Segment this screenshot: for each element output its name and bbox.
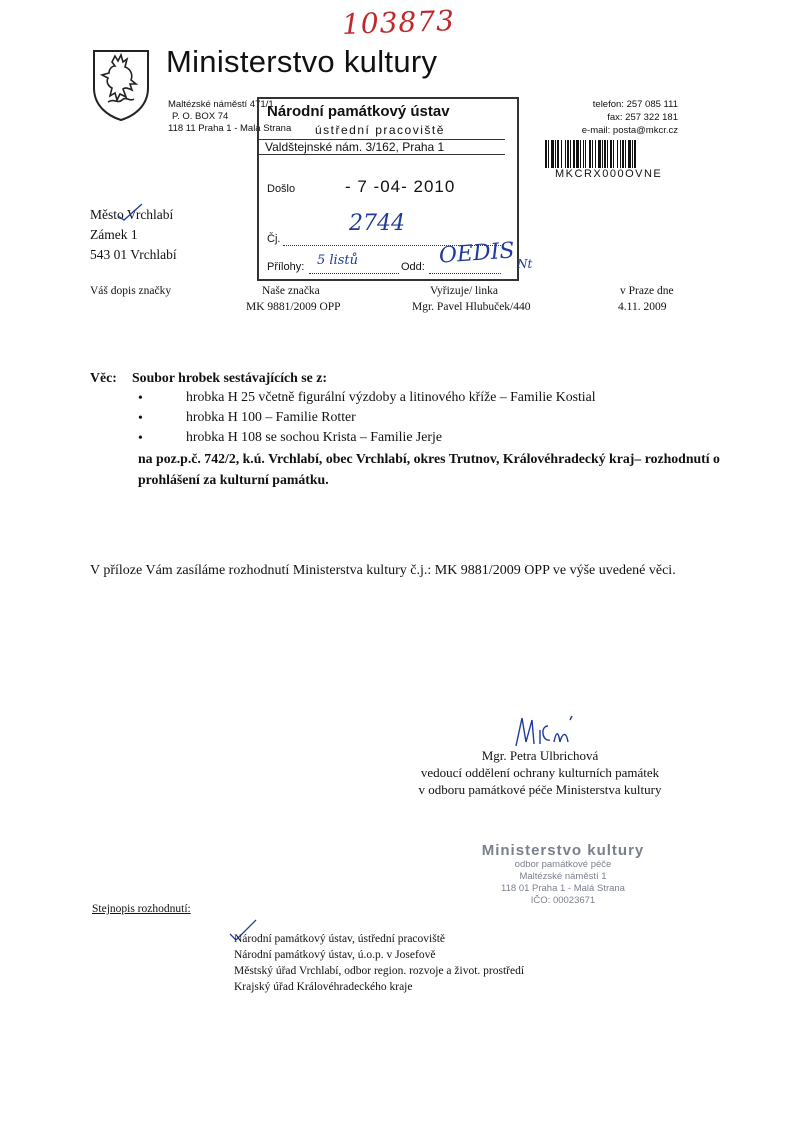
barcode-bar [610,140,612,168]
distribution-item: Národní památkový ústav, ú.o.p. v Josefově [234,949,436,961]
barcode-bar [551,140,554,168]
handler-label: Vyřizuje/ linka [430,285,499,297]
barcode-bar [634,140,636,168]
barcode-bar [565,140,566,168]
distribution-list [234,931,524,995]
signatory-role: v odboru památkové péče Ministerstva kultury [418,782,662,797]
stamp-attachments-line [309,273,399,274]
stamp-address: Valdštejnské nám. 3/162, Praha 1 [259,139,505,155]
barcode-bar [555,140,556,168]
barcode-bar [602,140,603,168]
subject-label: Věc: [90,370,117,385]
your-letter-label: Váš dopis značky [90,285,172,297]
our-ref-label: Naše značka [262,285,320,297]
barcode-bar [570,140,571,168]
barcode-text: MKCRX000OVNE [555,168,663,180]
our-ref-value: MK 9881/2009 OPP [246,301,341,313]
stamp-title: Národní památkový ústav [267,103,450,120]
stamp-ref-label: Čj. [267,233,281,245]
phone-text: telefon: 257 085 111 [592,99,678,110]
recipient-line: Město Vrchlabí [90,207,174,222]
barcode-bar [573,140,575,168]
stamp-department-label: Odd: [401,261,425,273]
handler-value: Mgr. Pavel Hlubuček/440 [412,301,531,313]
stamp-department-line [429,273,501,274]
distribution-item: Městský úřad Vrchlabí, odbor region. rozvoje a život. prostředí [234,965,525,977]
barcode-bar [628,140,631,168]
date-value: 4.11. 2009 [618,301,667,313]
stamp-received-label: Došlo [267,183,296,195]
address-line: 118 11 Praha 1 - Malá Strana [168,123,292,134]
barcode-bar [613,140,614,168]
stamp-attachments-handwritten: 5 listů [317,253,358,268]
handwritten-register-number: 103873 [341,4,456,41]
coat-of-arms-logo [90,48,152,122]
checkmark-icon [116,202,144,222]
barcode-bar [545,140,547,168]
receipt-stamp [257,97,533,281]
rubber-stamp-line: 118 01 Praha 1 - Malá Strana [501,883,625,894]
rubber-stamp-line: IČO: 00023671 [530,895,596,906]
email-text: e-mail: posta@mkcr.cz [581,125,678,136]
barcode-bar [580,140,581,168]
bullet-icon: • [138,390,143,405]
recipient-line: Zámek 1 [90,227,138,242]
distribution-label: Stejnopis rozhodnutí: [92,903,191,915]
barcode-bar [548,140,549,168]
ministry-title: Ministerstvo kultury [166,44,438,79]
subject-closing: na poz.p.č. 742/2, k.ú. Vrchlabí, obec Vrchlabí, okres Trutnov, Královéhradecký kraj– rozhodnutí o prohlášení za kulturní památku. [138,451,720,487]
subject-heading: Soubor hrobek sestávajících se z: [132,370,327,385]
bullet-icon: • [138,410,143,425]
barcode-bar [589,140,591,168]
body-paragraph: V příloze Vám zasíláme rozhodnutí Ministerstva kultury č.j.: MK 9881/2009 OPP ve výše uvedené věci. [90,563,676,578]
barcode-bar [595,140,596,168]
barcode-bar [625,140,626,168]
barcode-bar [561,140,562,168]
signatory-name: Mgr. Petra Ulbrichová [481,748,599,763]
bullet-icon: • [138,430,143,445]
stamp-received-date: - 7 -04- 2010 [345,177,456,196]
stamp-attachments-label: Přílohy: [267,261,305,273]
barcode-bar [583,140,584,168]
barcode [545,140,687,168]
barcode-bar [567,140,569,168]
date-label: v Praze dne [620,285,674,297]
rubber-stamp-title: Ministerstvo kultury [481,842,645,859]
barcode-bar [604,140,606,168]
stamp-ref-handwritten: 2744 [349,211,405,236]
barcode-bar [620,140,621,168]
fax-text: fax: 257 322 181 [607,112,678,123]
ministry-rubber-stamp [468,842,658,907]
stamp-subtitle: ústřední pracoviště [315,123,445,137]
rubber-stamp-lines [468,859,658,907]
barcode-bar [607,140,608,168]
subject-bullet-item: hrobka H 25 včetně figurální výzdoby a litinového kříže – Familie Kostial [186,389,596,404]
recipient-line: 543 01 Vrchlabí [90,247,177,262]
barcode-bar [598,140,601,168]
distribution-item: Národní památkový ústav, ústřední pracoviště [234,933,445,945]
barcode-bar [585,140,586,168]
subject-bullet-item: hrobka H 108 se sochou Krista – Familie Jerje [186,429,442,444]
rubber-stamp-line: odbor památkové péče [514,859,612,870]
barcode-bar [622,140,624,168]
barcode-bar [592,140,593,168]
stamp-initials-handwritten: Nt [517,257,533,271]
address-line: P. O. BOX 74 [172,111,229,122]
ministry-contact [560,98,678,137]
address-line: Maltézské náměstí 471/1 [168,99,274,110]
rubber-stamp-line: Maltézské náměstí 1 [519,871,607,882]
subject-bullet-item: hrobka H 100 – Familie Rotter [186,409,356,424]
distribution-item: Krajský úřad Královéhradeckého kraje [234,981,413,993]
handwritten-signature [510,712,590,752]
barcode-bar [632,140,633,168]
signatory-role: vedoucí oddělení ochrany kulturních památek [420,765,660,780]
stamp-department-handwritten: OEDIS [438,238,516,269]
barcode-bar [617,140,618,168]
barcode-bar [576,140,579,168]
signature-block [390,747,690,798]
barcode-bar [557,140,559,168]
